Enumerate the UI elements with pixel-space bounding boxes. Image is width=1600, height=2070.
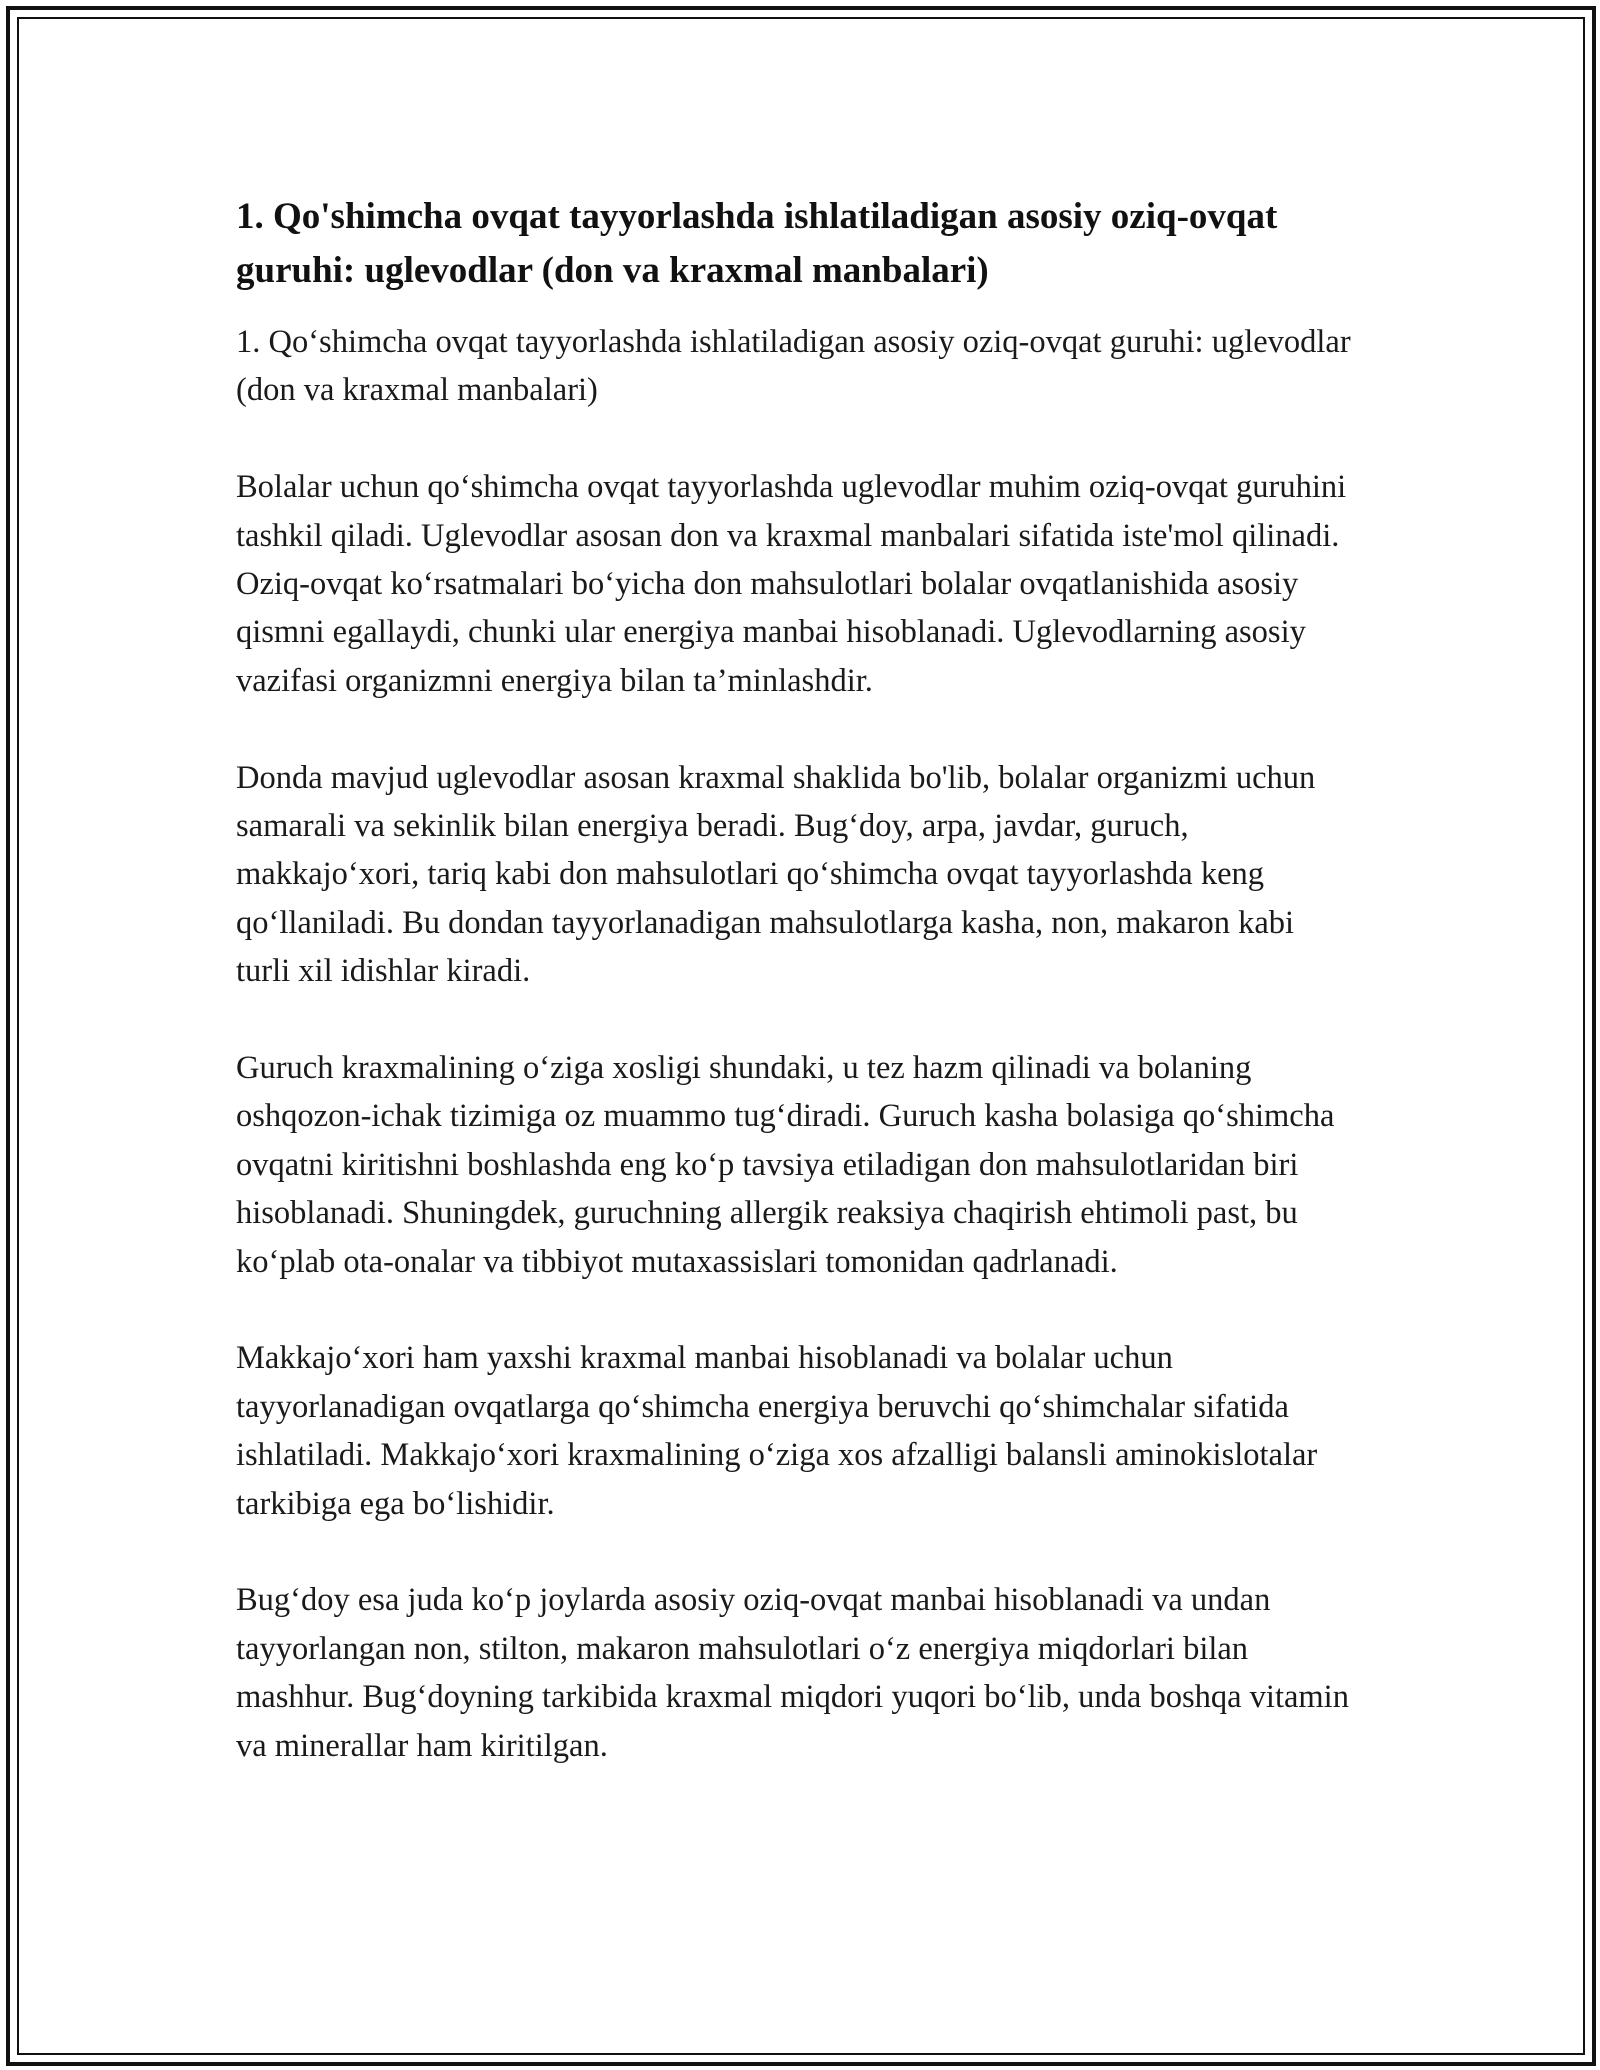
paragraph-grains: Donda mavjud uglevodlar asosan kraxmal shaklida bo'lib, bolalar organizmi uchun samarali va sekinlik bilan energiya beradi. Bug‘doy, arpa, javdar, guruch, makkajo‘xori, tariq kabi don mahsulotlari qo‘shimcha ovqat tayyorlashda keng qo‘llaniladi. Bu dondan tayyorlanadigan mahsulotlarga kasha, non, makaron kabi turli xil idishlar kiradi. <box>236 759 1316 990</box>
paragraph-carbohydrates: Bolalar uchun qo‘shimcha ovqat tayyorlashda uglevodlar muhim oziq-ovqat guruhini tashkil qiladi. Uglevodlar asosan don va kraxmal manbalari sifatida iste'mol qilinadi. Oziq-ovqat ko‘rsatmalari bo‘yicha don mahsulotlari bolalar ovqatlanishida asosiy qismni egallaydi, chunki ular energiya manbai hisoblanadi. Uglevodlarning asosiy vazifasi organizmni energiya bilan ta’minlashdir. <box>236 469 1347 699</box>
paragraph-corn: Makkajo‘xori ham yaxshi kraxmal manbai hisoblanadi va bolalar uchun tayyorlanadigan ovqatlarga qo‘shimcha energiya beruvchi qo‘shimchalar sifatida ishlatiladi. Makkajo‘xori kraxmalining o‘ziga xos afzalligi balansli aminokislotalar tarkibiga ega bo‘lishidir. <box>236 1340 1318 1522</box>
document-body <box>236 190 1356 1770</box>
document-heading: 1. Qo'shimcha ovqat tayyorlashda ishlatiladigan asosiy oziq-ovqat guruhi: uglevodlar (don va kraxmal manbalari) <box>236 196 1278 291</box>
paragraph-rice: Guruch kraxmalining o‘ziga xosligi shundaki, u tez hazm qilinadi va bolaning oshqozon-ichak tizimiga oz muammo tug‘diradi. Guruch kasha bolasiga qo‘shimcha ovqatni kiritishni boshlashda eng ko‘p tavsiya etiladigan don mahsulotlaridan biri hisoblanadi. Shuningdek, guruchning allergik reaksiya chaqirish ehtimoli past, bu ko‘plab ota-onalar va tibbiyot mutaxassislari tomonidan qadrlanadi. <box>236 1050 1335 1280</box>
intro-paragraph: 1. Qo‘shimcha ovqat tayyorlashda ishlatiladigan asosiy oziq-ovqat guruhi: uglevodlar (don va kraxmal manbalari) <box>236 324 1351 409</box>
paragraph-wheat: Bug‘doy esa juda ko‘p joylarda asosiy oziq-ovqat manbai hisoblanadi va undan tayyorlangan non, stilton, makaron mahsulotlari o‘z energiya miqdorlari bilan mashhur. Bug‘doyning tarkibida kraxmal miqdori yuqori bo‘lib, unda boshqa vitamin va minerallar ham kiritilgan. <box>236 1582 1349 1764</box>
